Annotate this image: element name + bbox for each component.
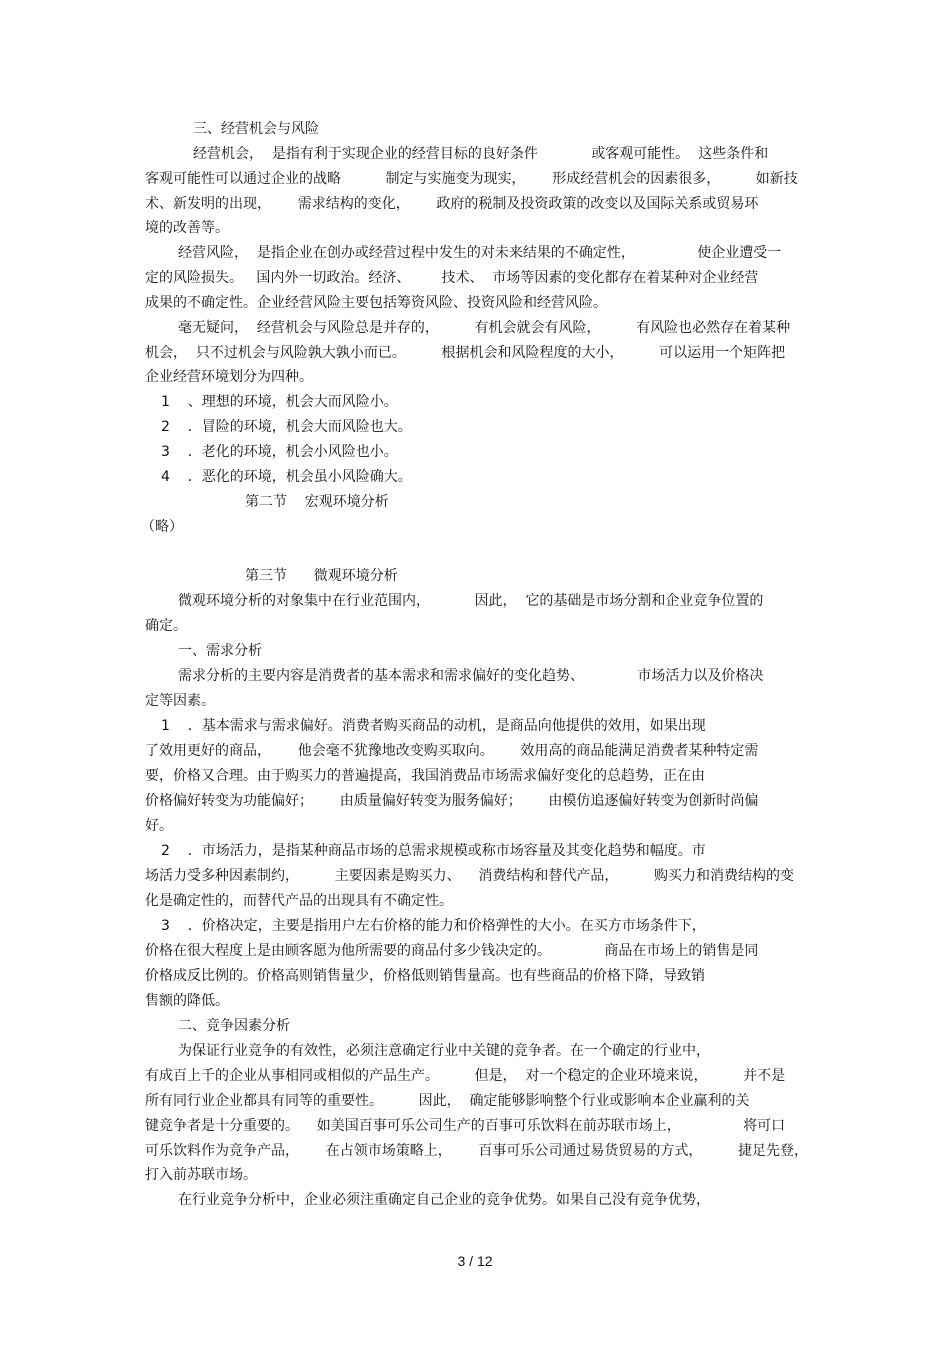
paragraph-line: 打入前苏联市场。 [145, 1167, 257, 1183]
paragraph-line: 键竞争者是十分重要的。 如美国百事可乐公司生产的百事可乐饮料在前苏联市场上， 将可口 [145, 1118, 786, 1134]
paragraph-line: 微观环境分析的对象集中在行业范围内， 因此， 它的基础是市场分割和企业竞争位置的 [178, 593, 764, 609]
paragraph-line: 化是确定性的，而替代产品的出现具有不确定性。 [145, 893, 453, 909]
paragraph-line: 所有同行业企业都具有同等的重要性。 因此， 确定能够影响整个行业或影响本企业赢利的关 [145, 1093, 750, 1109]
paragraph-line: 可乐饮料作为竞争产品， 在占领市场策略上， 百事可乐公司通过易货贸易的方式， 捷足先登， [145, 1143, 809, 1159]
paragraph-line: 经营风险， 是指企业在创办或经营过程中发生的对未来结果的不确定性， 使企业遭受一 [178, 245, 782, 261]
paragraph-line: 定等因素。 [145, 693, 215, 709]
paragraph-line: 成果的不确定性。企业经营风险主要包括筹资风险、投资风险和经营风险。 [145, 295, 607, 311]
paragraph-line: 术、新发明的出现， 需求结构的变化， 政府的税制及投资政策的改变以及国际关系或贸易环 [145, 196, 759, 212]
paragraph-line: 有成百上千的企业从事相同或相似的产品生产。 但是， 对一个稳定的企业环境来说， 并不是 [145, 1068, 786, 1084]
paragraph-line: 3 ．价格决定，主要是指用户左右价格的能力和价格弹性的大小。在买方市场条件下， [161, 918, 706, 934]
section-heading: 第三节 微观环境分析 [245, 568, 398, 584]
paragraph-line: 经营机会， 是指有利于实现企业的经营目标的良好条件 或客观可能性。 这些条件和 [193, 146, 769, 162]
paragraph-line: 确定。 [145, 618, 187, 634]
section-heading: 第二节 宏观环境分析 [245, 494, 389, 510]
list-item: 4 ．恶化的环境，机会虽小风险确大。 [161, 469, 412, 485]
paragraph-line: 价格成反比例的。价格高则销售量少，价格低则销售量高。也有些商品的价格下降，导致销 [145, 968, 705, 984]
section-heading: 二、竞争因素分析 [178, 1018, 290, 1034]
paragraph-line: （略） [141, 519, 183, 535]
paragraph-line: 客观可能性可以通过企业的战略 制定与实施变为现实， 形成经营机会的因素很多， 如新技 [145, 171, 798, 187]
paragraph-line: 在行业竞争分析中，企业必须注重确定自己企业的竞争优势。如果自己没有竞争优势， [178, 1192, 710, 1208]
paragraph-line: 好。 [145, 818, 173, 834]
paragraph-line: 机会， 只不过机会与风险孰大孰小而已。 根据机会和风险程度的大小， 可以运用一个矩阵把 [145, 345, 786, 361]
paragraph-line: 要，价格又合理。由于购买力的普遍提高，我国消费品市场需求偏好变化的总趋势，正在由 [145, 768, 705, 784]
paragraph-line: 价格偏好转变为功能偏好； 由质量偏好转变为服务偏好； 由模仿追逐偏好转变为创新时尚偏 [145, 793, 759, 809]
paragraph-line: 价格在很大程度上是由顾客愿为他所需要的商品付多少钱决定的。 商品在市场上的销售是同 [145, 943, 759, 959]
paragraph-line: 定的风险损失。 国内外一切政治。经济、 技术、 市场等因素的变化都存在着某种对企业经营 [145, 270, 759, 286]
paragraph-line: 了效用更好的商品， 他会毫不犹豫地改变购买取向。 效用高的商品能满足消费者某种特定需 [145, 743, 759, 759]
paragraph-line: 1 ．基本需求与需求偏好。消费者购买商品的动机，是商品向他提供的效用，如果出现 [161, 718, 706, 734]
paragraph-line: 境的改善等。 [145, 220, 229, 236]
section-heading: 三、经营机会与风险 [193, 121, 319, 137]
section-heading: 一、需求分析 [178, 643, 262, 659]
paragraph-line: 2 ．市场活力，是指某种商品市场的总需求规模或称市场容量及其变化趋势和幅度。市 [161, 843, 706, 859]
paragraph-line: 企业经营环境划分为四种。 [145, 369, 313, 385]
paragraph-line: 为保证行业竞争的有效性，必须注意确定行业中关键的竞争者。在一个确定的行业中， [178, 1043, 710, 1059]
list-item: 3 ．老化的环境，机会小风险也小。 [161, 444, 398, 460]
paragraph-line: 售额的降低。 [145, 993, 229, 1009]
list-item: 1 、理想的环境，机会大而风险小。 [161, 394, 398, 410]
list-item: 2 ．冒险的环境，机会大而风险也大。 [161, 419, 412, 435]
page-number: 3 / 12 [457, 1253, 493, 1269]
paragraph-line: 毫无疑问， 经营机会与风险总是并存的， 有机会就会有风险， 有风险也必然存在着某种 [178, 320, 791, 336]
paragraph-line: 需求分析的主要内容是消费者的基本需求和需求偏好的变化趋势、 市场活力以及价格决 [178, 668, 764, 684]
paragraph-line: 场活力受多种因素制约， 主要因素是购买力、 消费结构和替代产品， 购买力和消费结构的变 [145, 868, 795, 884]
